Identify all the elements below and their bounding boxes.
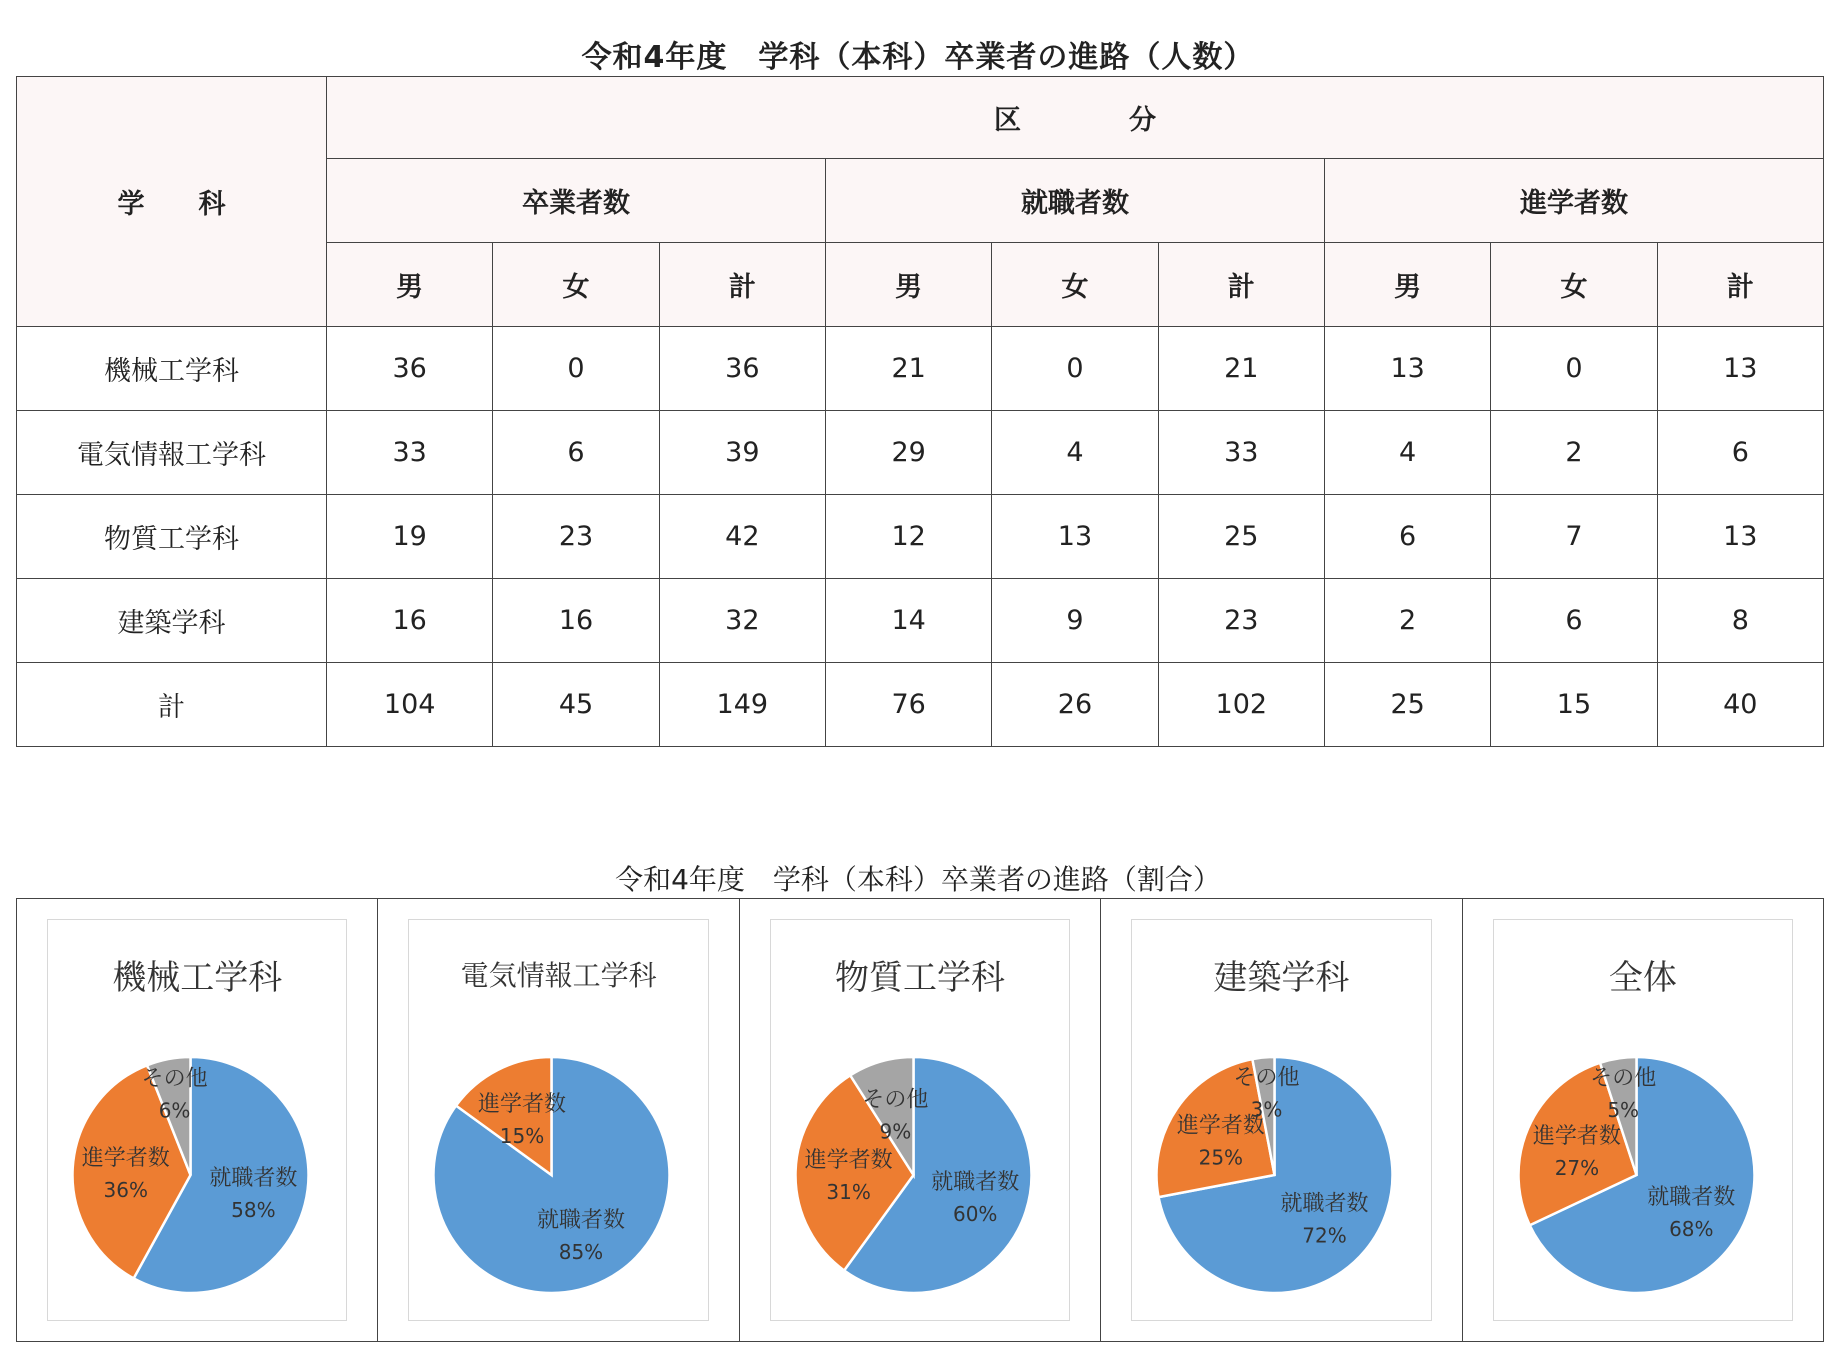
pie-chart-cell bbox=[1101, 899, 1462, 1341]
value-cell: 4 bbox=[1324, 411, 1490, 495]
value-cell: 9 bbox=[992, 579, 1158, 663]
dept-name-cell: 物質工学科 bbox=[17, 495, 327, 579]
value-cell: 2 bbox=[1324, 579, 1490, 663]
pie-title: 機械工学科 bbox=[112, 958, 283, 998]
sub-header-male: 男 bbox=[327, 243, 493, 327]
pie-slice-label: 就職者数 bbox=[1646, 1184, 1735, 1210]
sub-header-total: 計 bbox=[1158, 243, 1324, 327]
pie-chart-panel bbox=[16, 898, 1824, 1342]
value-cell: 29 bbox=[825, 411, 991, 495]
pie-title: 物質工学科 bbox=[835, 958, 1006, 998]
group-header-employment: 就職者数 bbox=[825, 159, 1324, 243]
value-cell: 45 bbox=[493, 663, 659, 747]
graduate-count-table bbox=[16, 76, 1824, 747]
pie-slice-label: 就職者数 bbox=[537, 1207, 626, 1233]
pie-slice-percent: 72% bbox=[1302, 1223, 1347, 1248]
pie-slice-label: 就職者数 bbox=[1280, 1191, 1369, 1217]
pie-slice-percent: 58% bbox=[231, 1198, 276, 1223]
pie-slice-label: その他 bbox=[1233, 1065, 1300, 1091]
table-row bbox=[17, 327, 1824, 411]
pie-slice-label: 進学者数 bbox=[1532, 1124, 1621, 1150]
table-row bbox=[17, 579, 1824, 663]
value-cell: 6 bbox=[1324, 495, 1490, 579]
value-cell: 104 bbox=[327, 663, 493, 747]
value-cell: 26 bbox=[992, 663, 1158, 747]
sub-header-total: 計 bbox=[1657, 243, 1823, 327]
table-row bbox=[17, 663, 1824, 747]
value-cell: 6 bbox=[1657, 411, 1823, 495]
value-cell: 33 bbox=[1158, 411, 1324, 495]
pie-slice-percent: 3% bbox=[1250, 1097, 1283, 1122]
pie-slice-label: その他 bbox=[1589, 1066, 1656, 1092]
pie-chart bbox=[1132, 920, 1433, 1320]
value-cell: 13 bbox=[1657, 327, 1823, 411]
sub-header-female: 女 bbox=[493, 243, 659, 327]
dept-header: 学 科 bbox=[17, 77, 327, 327]
kubun-header: 区 分 bbox=[327, 77, 1824, 159]
pie-chart-area bbox=[47, 919, 347, 1321]
pie-slice-label: 進学者数 bbox=[81, 1145, 170, 1171]
sub-header-male: 男 bbox=[825, 243, 991, 327]
pie-section-title: 令和4年度 学科（本科）卒業者の進路（割合） bbox=[615, 863, 1221, 896]
value-cell: 25 bbox=[1324, 663, 1490, 747]
value-cell: 40 bbox=[1657, 663, 1823, 747]
value-cell: 149 bbox=[659, 663, 825, 747]
value-cell: 0 bbox=[992, 327, 1158, 411]
pie-chart-cell bbox=[17, 899, 378, 1341]
pie-slice-label: その他 bbox=[862, 1087, 929, 1113]
value-cell: 7 bbox=[1491, 495, 1657, 579]
sub-header-female: 女 bbox=[992, 243, 1158, 327]
dept-name-cell: 計 bbox=[17, 663, 327, 747]
value-cell: 8 bbox=[1657, 579, 1823, 663]
pie-slice-percent: 68% bbox=[1668, 1216, 1714, 1241]
value-cell: 32 bbox=[659, 579, 825, 663]
value-cell: 36 bbox=[659, 327, 825, 411]
value-cell: 19 bbox=[327, 495, 493, 579]
sub-header-total: 計 bbox=[659, 243, 825, 327]
pie-slice-label: 就職者数 bbox=[931, 1170, 1020, 1196]
value-cell: 23 bbox=[1158, 579, 1324, 663]
pie-slice-percent: 5% bbox=[1606, 1098, 1639, 1123]
table-title: 令和4年度 学科（本科）卒業者の進路（人数） bbox=[581, 40, 1255, 75]
pie-chart-area bbox=[1131, 919, 1431, 1321]
dept-name-cell: 建築学科 bbox=[17, 579, 327, 663]
pie-title: 全体 bbox=[1608, 958, 1677, 998]
value-cell: 36 bbox=[327, 327, 493, 411]
value-cell: 13 bbox=[992, 495, 1158, 579]
table-row bbox=[17, 495, 1824, 579]
sub-header-male: 男 bbox=[1324, 243, 1490, 327]
pie-slice-label: 就職者数 bbox=[209, 1166, 298, 1192]
pie-slice-percent: 15% bbox=[500, 1124, 545, 1149]
pie-chart bbox=[48, 920, 349, 1320]
value-cell: 16 bbox=[493, 579, 659, 663]
pie-title: 電気情報工学科 bbox=[460, 959, 657, 992]
value-cell: 4 bbox=[992, 411, 1158, 495]
pie-chart-area bbox=[770, 919, 1070, 1321]
value-cell: 6 bbox=[493, 411, 659, 495]
value-cell: 6 bbox=[1491, 579, 1657, 663]
pie-slice-label: 進学者数 bbox=[1177, 1113, 1266, 1139]
value-cell: 13 bbox=[1657, 495, 1823, 579]
value-cell: 12 bbox=[825, 495, 991, 579]
sub-header-female: 女 bbox=[1491, 243, 1657, 327]
pie-slice-percent: 31% bbox=[826, 1179, 871, 1204]
pie-slice-percent: 9% bbox=[879, 1119, 912, 1144]
pie-slice-percent: 25% bbox=[1198, 1145, 1244, 1170]
value-cell: 102 bbox=[1158, 663, 1324, 747]
value-cell: 39 bbox=[659, 411, 825, 495]
pie-slice-percent: 85% bbox=[559, 1239, 604, 1264]
table-row bbox=[17, 411, 1824, 495]
value-cell: 13 bbox=[1324, 327, 1490, 411]
group-header-further-study: 進学者数 bbox=[1324, 159, 1823, 243]
value-cell: 0 bbox=[1491, 327, 1657, 411]
pie-slice-percent: 6% bbox=[158, 1098, 191, 1123]
pie-chart-cell bbox=[1463, 899, 1823, 1341]
pie-chart-area bbox=[408, 919, 708, 1321]
value-cell: 33 bbox=[327, 411, 493, 495]
value-cell: 14 bbox=[825, 579, 991, 663]
pie-slice-percent: 27% bbox=[1554, 1156, 1599, 1181]
value-cell: 25 bbox=[1158, 495, 1324, 579]
value-cell: 42 bbox=[659, 495, 825, 579]
pie-chart-cell bbox=[740, 899, 1101, 1341]
pie-chart-cell bbox=[378, 899, 739, 1341]
pie-chart-area bbox=[1493, 919, 1793, 1321]
pie-chart bbox=[1494, 920, 1795, 1320]
value-cell: 2 bbox=[1491, 411, 1657, 495]
value-cell: 16 bbox=[327, 579, 493, 663]
pie-slice-percent: 60% bbox=[952, 1202, 998, 1227]
pie-slice-percent: 36% bbox=[103, 1177, 148, 1202]
pie-chart bbox=[409, 920, 710, 1320]
pie-chart bbox=[771, 920, 1072, 1320]
value-cell: 23 bbox=[493, 495, 659, 579]
group-header-graduates: 卒業者数 bbox=[327, 159, 826, 243]
pie-slice-label: その他 bbox=[141, 1066, 208, 1092]
value-cell: 21 bbox=[1158, 327, 1324, 411]
value-cell: 21 bbox=[825, 327, 991, 411]
value-cell: 76 bbox=[825, 663, 991, 747]
value-cell: 0 bbox=[493, 327, 659, 411]
pie-title: 建築学科 bbox=[1213, 958, 1350, 998]
pie-slice-label: 進学者数 bbox=[804, 1147, 893, 1173]
dept-name-cell: 機械工学科 bbox=[17, 327, 327, 411]
dept-name-cell: 電気情報工学科 bbox=[17, 411, 327, 495]
value-cell: 15 bbox=[1491, 663, 1657, 747]
pie-slice-label: 進学者数 bbox=[478, 1092, 567, 1118]
